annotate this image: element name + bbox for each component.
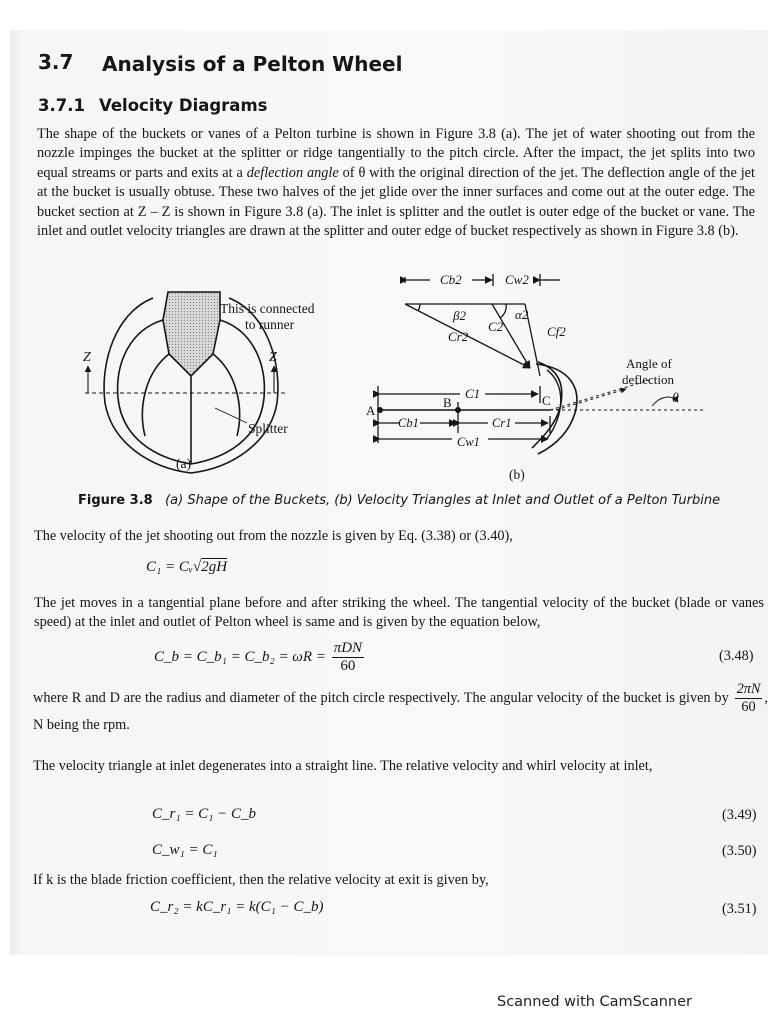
theta-label: θ xyxy=(672,391,679,406)
jet-velocity-paragraph: The velocity of the jet shooting out from the nozzle is given by Eq. (3.38) or (3.40), xyxy=(34,528,513,544)
cb1-label: Cb1 xyxy=(398,416,419,430)
figure-b-label: (b) xyxy=(509,467,525,482)
friction-paragraph: If k is the blade friction coefficient, then the relative velocity at exit is given by, xyxy=(33,872,489,888)
c2-label: C2 xyxy=(488,319,504,334)
equation-number-3-51: (3.51) xyxy=(722,901,757,917)
equation-number-3-48: (3.48) xyxy=(719,648,754,664)
subsection-number: 3.7.1 xyxy=(38,96,85,115)
figure-a-label: (a) xyxy=(176,456,191,471)
runner-label: to runner xyxy=(245,317,295,332)
beta2-label: β2 xyxy=(453,308,466,323)
equation-3-48: C_b = C_b₁ = C_b₂ = ωR = $\frac{\text{πDN}}{60}$ xyxy=(154,640,363,674)
inlet-paragraph: The velocity triangle at inlet degenerates into a straight line. The relative velocity and whirl velocity at inlet, xyxy=(33,758,653,774)
point-a-dot xyxy=(377,407,383,413)
cr2-label: Cr2 xyxy=(448,329,469,344)
cw1-label: Cw1 xyxy=(457,435,480,449)
cb2-label: Cb2 xyxy=(440,272,462,287)
equation-3-50: C_w₁ = C₁ xyxy=(152,842,218,858)
section-title: Analysis of a Pelton Wheel xyxy=(102,52,403,76)
figure-3-8 xyxy=(60,268,760,488)
splitter-label: Splitter xyxy=(248,421,288,436)
z-label-right: Z xyxy=(269,350,277,365)
deflection-label: deflection xyxy=(622,372,674,387)
equation-3-49: C_r₁ = C₁ − C_b xyxy=(152,806,257,822)
equation-number-3-50: (3.50) xyxy=(722,843,757,859)
point-c-label: C xyxy=(542,393,551,408)
z-label-left: Z xyxy=(83,350,91,365)
connected-label: This is connected xyxy=(220,301,315,316)
equation-3-51: C_r₂ = kC_r₁ = k(C₁ − C_b) xyxy=(150,899,324,915)
section-number: 3.7 xyxy=(38,50,74,74)
angle-of-label: Angle of xyxy=(626,356,672,371)
equation-number-3-49: (3.49) xyxy=(722,807,757,823)
alpha2-label: α2 xyxy=(515,307,529,322)
camscanner-watermark: Scanned with CamScanner xyxy=(497,994,693,1010)
point-b-dot xyxy=(455,407,461,413)
figure-caption: Figure 3.8 (a) Shape of the Buckets, (b) Velocity Triangles at Inlet and Outlet of a Pelton Turbine xyxy=(78,493,721,508)
where-paragraph: where R and D are the radius and diameter of the pitch circle respectively. The angular velocity of the bucket is given by $\frac{2\pi N}{60}$ , N being the rpm. xyxy=(33,681,768,733)
subsection-title: Velocity Diagrams xyxy=(99,96,268,115)
point-b-label: B xyxy=(443,395,452,410)
intro-paragraph: The shape of the buckets or vanes of a Pelton turbine is shown in Figure 3.8 (a). The jet of water shooting out from the nozzle impinges the bucket at the splitter or ridge tangentially to the pitch circle. After the impact, the jet splits into two equal streams or parts and exits at a deflection angle of θ with the original direction of the jet. The deflection angle of the jet at the bucket is usually obtuse. These two halves of the jet glide over the inner surfaces and come out at the outer edge. The bucket section at Z – Z is shown in Figure 3.8 (a). The inlet is splitter and the outlet is outer edge of the bucket or vane. The inlet and outlet velocity triangles are drawn at the splitter and outer edge of bucket respectively as shown in Figure 3.8 (b). xyxy=(37,126,755,240)
cw2-label: Cw2 xyxy=(505,272,529,287)
jet-velocity-equation: C₁ = Cᵥ√2gH xyxy=(146,559,228,575)
cf2-label: Cf2 xyxy=(547,324,566,339)
point-a-label: A xyxy=(366,403,376,418)
tangential-paragraph: The jet moves in a tangential plane before and after striking the wheel. The tangential velocity of the bucket (blade or vanes speed) at the inlet and outlet of Pelton wheel is same and is given by the equation below, xyxy=(34,595,764,631)
c1-label: C1 xyxy=(465,386,481,401)
cr1-label: Cr1 xyxy=(492,416,512,430)
